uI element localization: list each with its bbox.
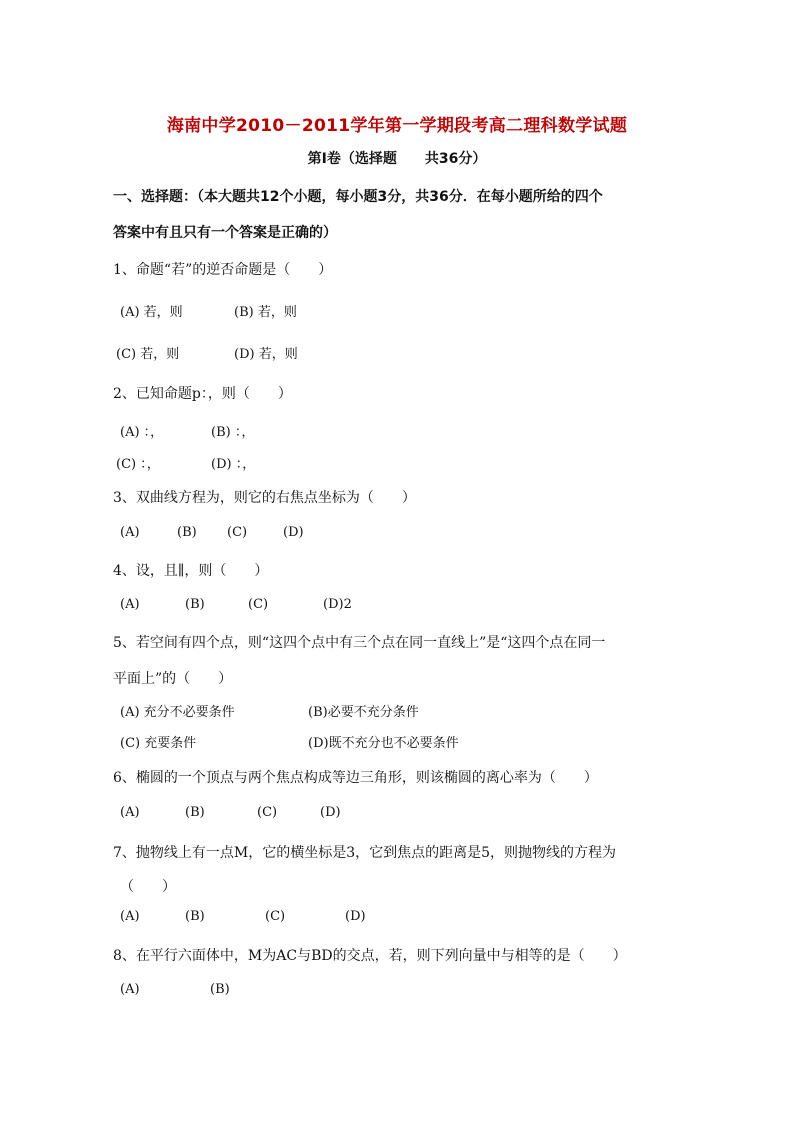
question-6-option-c: (C) (257, 805, 278, 820)
question-3-option-a: (A) (120, 525, 140, 540)
question-7-option-c: (C) (265, 909, 286, 924)
question-6-option-a: (A) (120, 805, 140, 820)
question-7-stem-line2: （ ） (120, 879, 176, 895)
question-8-option-b: (B) (210, 982, 230, 997)
question-6-option-d: (D) (320, 805, 341, 820)
question-7-option-b: (B) (185, 909, 205, 924)
question-5-stem-line1: 5、若空间有四个点，则“这四个点中有三个点在同一直线上”是“这四个点在同一 (113, 635, 606, 651)
question-8-stem: 8、在平行六面体中，M为AC与BD的交点，若，则下列向量中与相等的是（ ） (113, 948, 627, 964)
question-5-option-c: (C) 充要条件 (120, 736, 197, 751)
question-2-option-d: (D) ：， (211, 457, 256, 472)
question-3-option-b: (B) (177, 525, 197, 540)
question-2-option-a: (A) ：， (120, 425, 164, 440)
question-1-option-a: (A) 若，则 (120, 305, 183, 320)
question-1-option-c: (C) 若，则 (116, 347, 180, 362)
section-heading-line2: 答案中有且只有一个答案是正确的） (113, 225, 337, 241)
question-7-stem-line1: 7、抛物线上有一点M，它的横坐标是3，它到焦点的距离是5，则抛物线的方程为 (113, 845, 617, 861)
question-6-option-b: (B) (185, 805, 205, 820)
question-6-stem: 6、椭圆的一个顶点与两个焦点构成等边三角形，则该椭圆的离心率为（ ） (113, 770, 598, 786)
question-8-option-a: (A) (120, 982, 140, 997)
question-2-stem: 2、已知命题p：，则（ ） (113, 386, 292, 402)
question-2-option-b: (B) ：， (211, 425, 255, 440)
question-4-option-c: (C) (248, 597, 269, 612)
question-5-option-b: (B)必要不充分条件 (308, 705, 419, 720)
page-title: 海南中学2010－2011学年第一学期段考高二理科数学试题 (166, 116, 628, 136)
question-4-option-d: (D)2 (323, 597, 352, 612)
question-4-option-a: (A) (120, 597, 140, 612)
question-3-option-c: (C) (227, 525, 248, 540)
question-3-option-d: (D) (283, 525, 304, 540)
question-4-option-b: (B) (185, 597, 205, 612)
section-heading-line1: 一、选择题：（本大题共12个小题，每小题3分，共36分．在每小题所给的四个 (113, 189, 603, 205)
question-2-option-c: (C) ：， (116, 457, 160, 472)
question-3-stem: 3、双曲线方程为，则它的右焦点坐标为（ ） (113, 490, 416, 506)
section-subtitle: 第Ⅰ卷（选择题 共36分） (307, 151, 487, 167)
question-4-stem: 4、设，且∥，则（ ） (113, 563, 269, 579)
question-7-option-d: (D) (345, 909, 366, 924)
question-5-stem-line2: 平面上”的（ ） (113, 671, 233, 687)
question-1-option-b: (B) 若，则 (234, 305, 297, 320)
question-1-option-d: (D) 若，则 (234, 347, 298, 362)
question-1-stem: 1、命题“若”的逆否命题是（ ） (113, 262, 333, 278)
question-5-option-a: (A) 充分不必要条件 (120, 705, 235, 720)
question-7-option-a: (A) (120, 909, 140, 924)
question-5-option-d: (D)既不充分也不必要条件 (308, 736, 459, 751)
